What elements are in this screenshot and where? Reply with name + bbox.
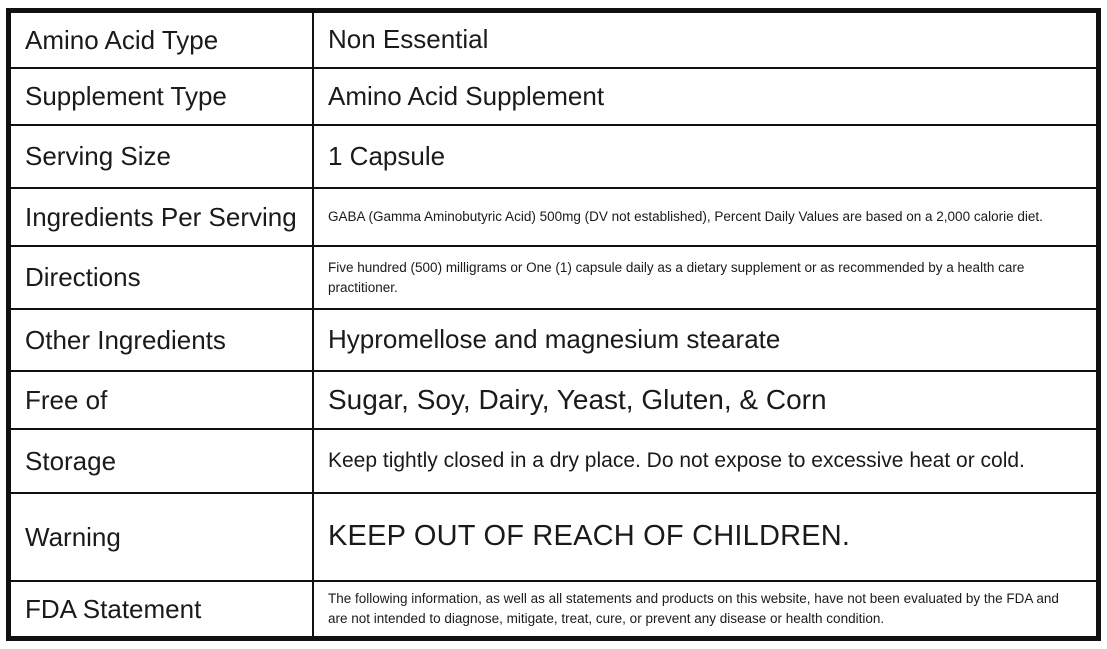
row-label: Warning xyxy=(11,493,313,581)
table-row-storage xyxy=(11,429,1096,493)
row-value xyxy=(313,125,1096,188)
serving-size-value: 1 Capsule xyxy=(328,140,446,171)
ingredients-per-serving-value: GABA (Gamma Aminobutyric Acid) 500mg (DV not established), Percent Daily Values are based on a 2,000 calorie diet. xyxy=(328,209,1043,225)
table-row-fda-statement xyxy=(11,581,1096,636)
row-value xyxy=(313,493,1096,581)
table-row-directions xyxy=(11,246,1096,309)
warning-value: KEEP OUT OF REACH OF CHILDREN. xyxy=(328,520,851,553)
row-label: Directions xyxy=(11,246,313,309)
storage-value: Keep tightly closed in a dry place. Do not expose to excessive heat or cold. xyxy=(328,449,1025,473)
row-label: Amino Acid Type xyxy=(11,13,313,68)
directions-value: Five hundred (500) milligrams or One (1) capsule daily as a dietary supplement or as recommended by a health care practitioner. xyxy=(328,259,1025,295)
row-value xyxy=(313,309,1096,371)
other-ingredients-value: Hypromellose and magnesium stearate xyxy=(328,324,781,355)
free-of-value: Sugar, Soy, Dairy, Yeast, Gluten, & Corn xyxy=(328,383,827,415)
table-row-serving-size xyxy=(11,125,1096,188)
table-row-other-ingredients xyxy=(11,309,1096,371)
table-row-amino-acid-type xyxy=(11,13,1096,68)
supplement-facts-panel xyxy=(6,8,1101,641)
table-row-free-of xyxy=(11,371,1096,429)
row-label: Ingredients Per Serving xyxy=(11,188,313,246)
fda-statement-value: The following information, as well as all statements and products on this website, have not been evaluated by the FDA and are not intended to diagnose, mitigate, treat, cure, or prevent any disease or health condition. xyxy=(328,591,1059,626)
table-row-ingredients-per-serving xyxy=(11,188,1096,246)
supplement-type-value: Amino Acid Supplement xyxy=(328,80,605,111)
row-label: Other Ingredients xyxy=(11,309,313,371)
row-value xyxy=(313,371,1096,429)
supplement-facts-table xyxy=(11,13,1096,636)
amino-acid-type-value: Non Essential xyxy=(328,24,489,55)
row-label: Storage xyxy=(11,429,313,493)
row-label: Free of xyxy=(11,371,313,429)
row-value xyxy=(313,188,1096,246)
row-value xyxy=(313,429,1096,493)
row-value xyxy=(313,581,1096,636)
table-row-warning xyxy=(11,493,1096,581)
row-label: FDA Statement xyxy=(11,581,313,636)
row-value xyxy=(313,246,1096,309)
row-value xyxy=(313,68,1096,125)
row-value xyxy=(313,13,1096,68)
row-label: Serving Size xyxy=(11,125,313,188)
row-label: Supplement Type xyxy=(11,68,313,125)
table-row-supplement-type xyxy=(11,68,1096,125)
